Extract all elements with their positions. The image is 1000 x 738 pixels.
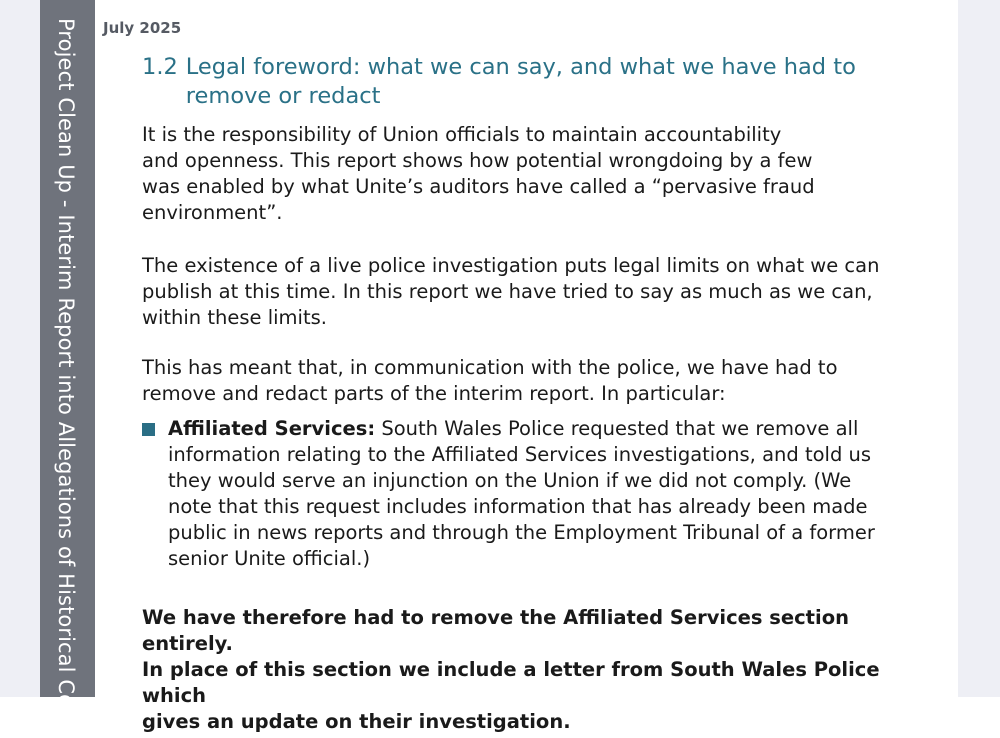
right-margin	[958, 0, 1000, 697]
paragraph-conclusion: We have therefore had to remove the Affiliated Services section entirely. In place of this section we include a letter from South Wales Police which gives an update on their investigation.	[142, 606, 880, 733]
bullet-term: Affiliated Services:	[168, 417, 376, 440]
section-number: 1.2	[142, 54, 178, 80]
bullet-text	[168, 416, 917, 572]
paragraph-redaction: This has meant that, in communication with the police, we have had to remove and redact parts of the interim report. In particular:	[142, 356, 838, 405]
bullet-body: South Wales Police requested that we remove all information relating to the Affiliated Services investigations, and told us they would serve an injunction on the Union if we did not comply. (We note that this request includes information that has already been made public in news reports and through the Employment Tribunal of a former senior Unite official.)	[168, 417, 875, 570]
document-sidebar	[40, 0, 95, 738]
section-title: Legal foreword: what we can say, and what we have had to remove or redact	[185, 54, 856, 109]
paragraph-accountability: It is the responsibility of Union officials to maintain accountability and openness. This report shows how potential wrongdoing by a few was enabled by what Unite’s auditors have called a “pervasive fraud environment”.	[142, 123, 815, 224]
bullet-affiliated-services	[142, 416, 917, 572]
square-bullet-icon	[142, 423, 155, 436]
section-heading	[142, 53, 922, 111]
paragraph-police-investigation: The existence of a live police investigation puts legal limits on what we can publish at this time. In this report we have tried to say as much as we can, within these limits.	[142, 254, 880, 329]
document-title-vertical: Project Clean Up - Interim Report into Allegations of Historical Corru	[54, 18, 78, 738]
left-margin	[0, 0, 40, 697]
report-date: July 2025	[103, 19, 182, 37]
